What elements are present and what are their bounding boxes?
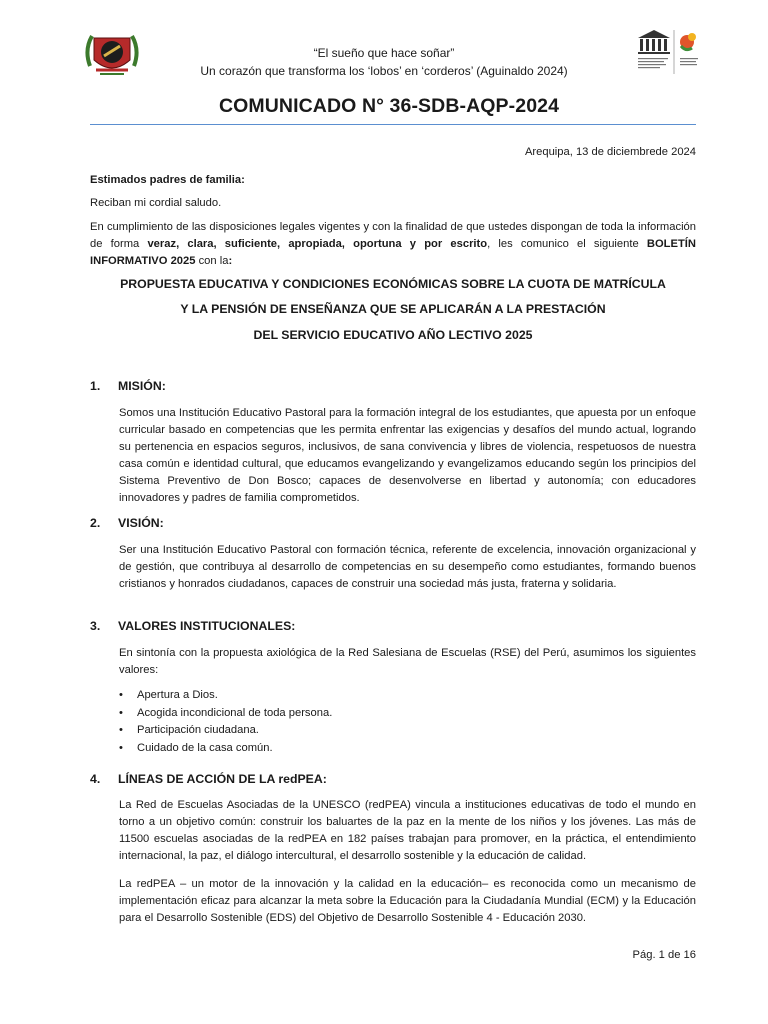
title-divider — [90, 124, 696, 125]
unesco-aspnet-logo — [630, 28, 702, 80]
list-item — [119, 722, 679, 740]
list-item-text: Acogida incondicional de toda persona. — [137, 706, 333, 719]
section-title: MISIÓN: — [118, 379, 166, 393]
bullet-icon: • — [119, 689, 123, 701]
intro-text-1: En cumplimiento de las disposiciones legales vigentes y con la finalidad de que ustedes dispongan de toda la información de forma — [90, 221, 696, 250]
valores-list — [119, 687, 679, 757]
list-item — [119, 705, 679, 723]
list-item — [119, 740, 679, 758]
section-heading-valores — [90, 619, 295, 633]
vision-paragraph: Ser una Institución Educativo Pastoral con formación técnica, referente de excelencia, innovación organizacional y de gestión, que contribuya al desarrollo de competencias en su desempeño como estudiantes, formando buenos cristianos y honrados ciudadanos, capaces de construir una sociedad más justa, fraterna y solidaria. — [119, 544, 696, 590]
motto-line-1: “El sueño que hace soñar” — [313, 46, 455, 60]
section-title: VISIÓN: — [118, 516, 164, 530]
list-item-text: Apertura a Dios. — [137, 689, 218, 701]
document-date: Arequipa, 13 de diciembrede 2024 — [524, 146, 696, 158]
section-heading-lineas — [90, 772, 327, 786]
intro-bold-1: veraz, clara, suficiente, apropiada, oportuna y por escrito — [147, 238, 488, 250]
salutation: Reciban mi cordial saludo. — [90, 197, 222, 209]
intro-paragraph — [90, 219, 696, 270]
motto-line-2: Un corazón que transforma los ‘lobos’ en ‘corderos’ (Aguinaldo 2024) — [200, 64, 568, 78]
list-item — [119, 687, 679, 705]
lineas-paragraph-2: La redPEA – un motor de la innovación y la calidad en la educación– es reconocida como un mecanismo de implementación eficaz para alcanzar la meta sobre la Educación para la Ciudadanía Mundial (ECM) y la Educación para el Desarrollo Sostenible (EDS) del Objetivo de Desarrollo Sostenible 4 - Educación 2030. — [119, 878, 696, 924]
section-number: 1. — [90, 379, 101, 393]
greeting-text: Estimados padres de familia: — [90, 174, 245, 186]
bullet-icon: • — [119, 706, 123, 719]
section-title: VALORES INSTITUCIONALES: — [118, 619, 296, 633]
proposal-heading-line-1: PROPUESTA EDUCATIVA Y CONDICIONES ECONÓMICAS SOBRE LA CUOTA DE MATRÍCULA — [120, 277, 666, 291]
section-title: LÍNEAS DE ACCIÓN DE LA redPEA: — [118, 772, 327, 786]
section-heading-vision — [90, 516, 164, 530]
intro-bold-3: : — [228, 255, 233, 267]
valores-paragraph: En sintonía con la propuesta axiológica de la Red Salesiana de Escuelas (RSE) del Perú, asumimos los siguientes valores: — [119, 647, 696, 676]
lineas-paragraph-1: La Red de Escuelas Asociadas de la UNESCO (redPEA) vincula a instituciones educativas de todo el mundo en torno a un objetivo común: construir los baluartes de la paz en la mente de los niños y los jóvenes. Las más de 11500 escuelas asociadas de la redPEA en 182 países trabajan para promover, en la práctica, el entendimiento internacional, la paz, el diálogo intercultural, el desarrollo sostenible y la educación de calidad. — [119, 799, 696, 862]
proposal-heading-line-3: DEL SERVICIO EDUCATIVO AÑO LECTIVO 2025 — [253, 328, 533, 342]
header-motto — [150, 44, 618, 80]
mision-paragraph: Somos una Institución Educativo Pastoral para la formación integral de los estudiantes, que apuesta por un enfoque curricular basado en competencias que les permita enfrentar las exigencias y desafíos del mundo actual, logrando su pertenencia en espacios seguros, inclusivos, de sana convivencia y libres de violencia, respetuosos de nuestra casa común e identidad cultural, que educamos evangelizando y evangelizamos educando según los principios del Sistema Preventivo de Don Bosco; capaces de desenvolverse en libertad y autonomía; con educadores innovadores y padres de familia comprometidos. — [119, 407, 696, 504]
greeting — [90, 172, 696, 189]
proposal-heading-line-2: Y LA PENSIÓN DE ENSEÑANZA QUE SE APLICARÁN A LA PRESTACIÓN — [180, 302, 606, 316]
section-heading-mision — [90, 379, 166, 393]
section-number: 3. — [90, 619, 101, 633]
bullet-icon: • — [119, 724, 123, 736]
section-number: 4. — [90, 772, 101, 786]
bullet-icon: • — [119, 741, 123, 754]
intro-text-2: , les comunico el siguiente — [487, 238, 647, 250]
list-item-text: Participación ciudadana. — [137, 724, 259, 736]
page-number: Pág. 1 de 16 — [632, 949, 696, 961]
section-number: 2. — [90, 516, 101, 530]
school-crest-logo — [82, 26, 142, 82]
intro-text-3: con la — [195, 255, 229, 267]
list-item-text: Cuidado de la casa común. — [137, 741, 273, 754]
intro-bold-2: BOLETÍN INFORMATIVO 2025 — [90, 238, 696, 267]
document-title: COMUNICADO N° 36-SDB-AQP-2024 — [218, 95, 560, 117]
